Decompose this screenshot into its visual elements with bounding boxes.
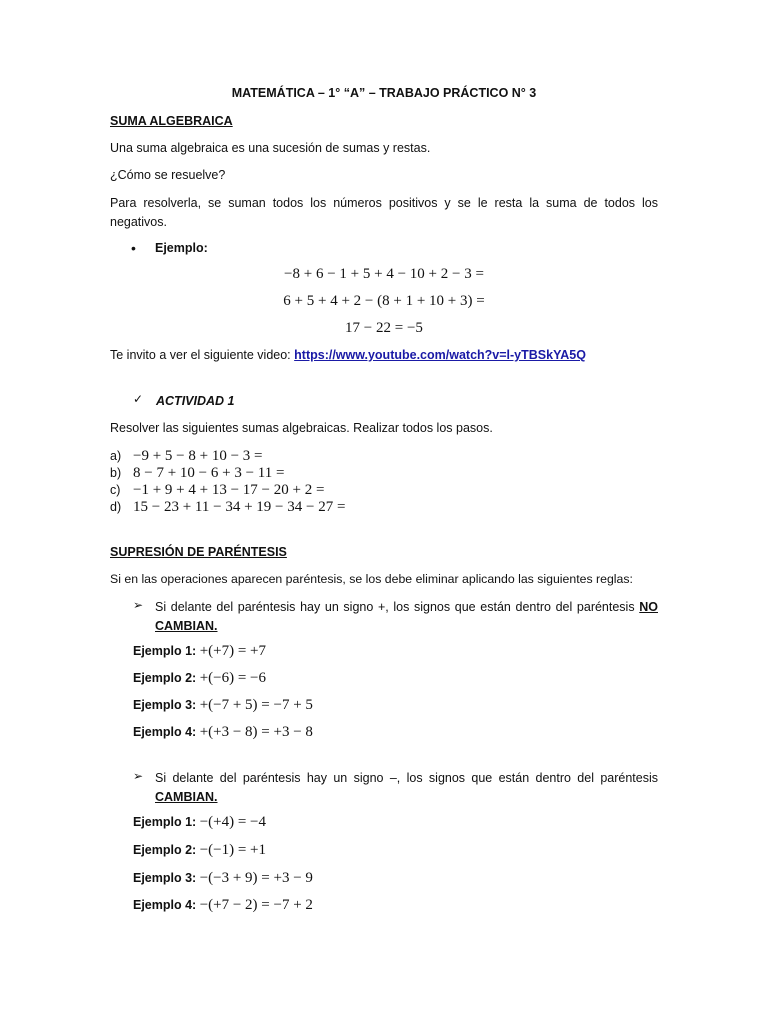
rule-1-example-4 — [133, 724, 313, 741]
example-expression: +(+3 − 8) = +3 − 8 — [199, 724, 313, 740]
example-label: Ejemplo 1: — [133, 815, 200, 829]
rule-1-text — [155, 598, 658, 636]
intro-text: Una suma algebraica es una sucesión de sumas y restas. — [110, 141, 431, 155]
rule-2-body: Si delante del paréntesis hay un signo –, los signos que están dentro del paréntesis — [155, 771, 658, 785]
checkmark-icon: ✓ — [133, 392, 144, 406]
exercise-expression: 15 − 23 + 11 − 34 + 19 − 34 − 27 = — [133, 499, 346, 515]
example-line-1: −8 + 6 − 1 + 5 + 4 − 10 + 2 − 3 = — [284, 266, 484, 282]
exercise-letter: d) — [110, 500, 122, 514]
rule-2-example-1 — [133, 814, 266, 831]
example-expression: +(−6) = −6 — [199, 670, 267, 686]
arrow-bullet-icon: ➢ — [133, 769, 144, 783]
example-label: Ejemplo 4: — [133, 898, 200, 912]
example-line-3: 17 − 22 = −5 — [345, 320, 423, 336]
example-label: Ejemplo 4: — [133, 725, 200, 739]
rule-2-example-3 — [133, 870, 313, 887]
example-label: Ejemplo 3: — [133, 698, 200, 712]
bullet-marker: • — [131, 240, 136, 256]
example-expression: −(+7 − 2) = −7 + 2 — [199, 897, 313, 913]
section-heading-parentesis: SUPRESIÓN DE PARÉNTESIS — [110, 545, 287, 559]
exercise-letter: a) — [110, 449, 122, 463]
example-expression: −(+4) = −4 — [199, 814, 267, 830]
exercise-letter: b) — [110, 466, 122, 480]
exercise-expression: −9 + 5 − 8 + 10 − 3 = — [133, 448, 263, 464]
rule-1-example-2 — [133, 670, 266, 687]
example-label: Ejemplo 1: — [133, 644, 200, 658]
explanation-paragraph: Para resolverla, se suman todos los números positivos y se le resta la suma de todos los negativos. — [110, 196, 658, 229]
exercise-item-d — [110, 499, 345, 516]
exercise-item-b — [110, 465, 284, 482]
example-label: Ejemplo: — [155, 241, 208, 255]
parentesis-intro: Si en las operaciones aparecen paréntesis, se los debe eliminar aplicando las siguientes reglas: — [110, 572, 633, 586]
rule-1-body: Si delante del paréntesis hay un signo +, los signos que están dentro del paréntesis — [155, 600, 640, 614]
exercise-item-c — [110, 482, 324, 499]
example-label: Ejemplo 2: — [133, 843, 200, 857]
exercise-letter: c) — [110, 483, 121, 497]
activity-instruction: Resolver las siguientes sumas algebraicas. Realizar todos los pasos. — [110, 421, 493, 435]
arrow-bullet-icon: ➢ — [133, 598, 144, 612]
exercise-item-a — [110, 448, 263, 465]
video-prefix: Te invito a ver el siguiente video: — [110, 348, 295, 362]
example-line-2: 6 + 5 + 4 + 2 − (8 + 1 + 10 + 3) = — [283, 293, 485, 309]
example-label: Ejemplo 3: — [133, 871, 200, 885]
example-expression: −(−3 + 9) = +3 − 9 — [199, 870, 313, 886]
question-text: ¿Cómo se resuelve? — [110, 168, 226, 182]
video-link[interactable]: https://www.youtube.com/watch?v=l-yTBSkYA5Q — [294, 348, 586, 362]
example-label: Ejemplo 2: — [133, 671, 200, 685]
example-expression: −(−1) = +1 — [199, 842, 267, 858]
rule-1-example-1 — [133, 643, 266, 660]
rule-2-example-4 — [133, 897, 313, 914]
section-heading-suma: SUMA ALGEBRAICA — [110, 114, 233, 128]
rule-1-example-3 — [133, 697, 313, 714]
exercise-expression: 8 − 7 + 10 − 6 + 3 − 11 = — [133, 465, 285, 481]
video-sentence — [110, 348, 586, 362]
example-expression: +(+7) = +7 — [199, 643, 267, 659]
exercise-expression: −1 + 9 + 4 + 13 − 17 − 20 + 2 = — [133, 482, 325, 498]
rule-2-example-2 — [133, 842, 266, 859]
activity-label: ACTIVIDAD 1 — [156, 394, 235, 408]
rule-2-text — [155, 769, 658, 807]
rule-2-emphasis: CAMBIAN. — [155, 790, 218, 804]
example-expression: +(−7 + 5) = −7 + 5 — [199, 697, 313, 713]
page-title: MATEMÁTICA – 1° “A” – TRABAJO PRÁCTICO N° 3 — [231, 86, 537, 100]
rule-1-emphasis: NO CAMBIAN. — [155, 600, 658, 633]
